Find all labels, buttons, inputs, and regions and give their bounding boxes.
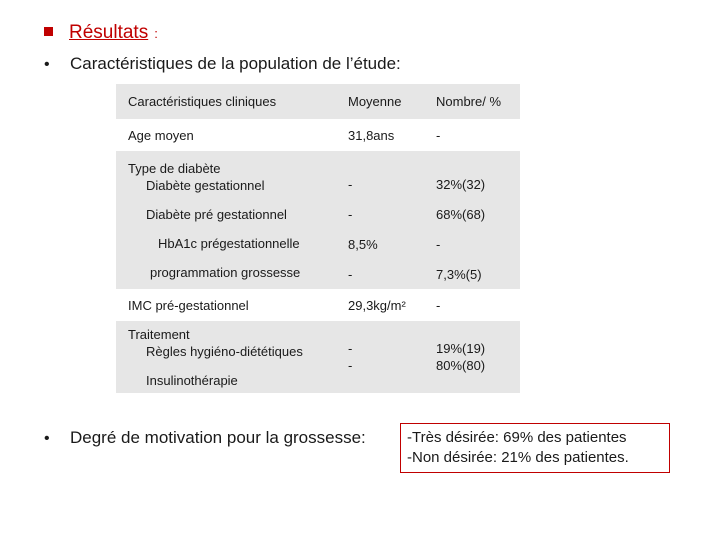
table-row-traitement [116, 320, 520, 394]
title-text: Résultats [69, 22, 149, 43]
bullet-icon: • [44, 430, 50, 447]
age-mean: 31,8ans [336, 120, 424, 150]
age-count: - [424, 120, 520, 150]
traitement-row-label: Insulinothérapie [146, 372, 238, 388]
imc-mean: 29,3kg/m² [336, 290, 424, 320]
imc-count: - [424, 290, 520, 320]
traitement-row-mean: - [348, 341, 353, 356]
table-header-row [116, 84, 520, 120]
diabete-row-label: Diabète gestationnel [146, 177, 265, 193]
traitement-row-mean: - [348, 358, 353, 373]
traitement-means [336, 320, 424, 394]
table-row-imc [116, 290, 520, 320]
diabete-means [336, 150, 424, 290]
diabete-row-mean: 8,5% [348, 236, 378, 252]
diabete-group-label: Type de diabète [128, 160, 221, 176]
diabete-row-mean: - [348, 176, 353, 192]
bullet-icon: • [44, 56, 50, 73]
diabete-row-count: 7,3%(5) [436, 266, 482, 282]
subtitle-text: Caractéristiques de la population de l’étude: [70, 54, 401, 73]
diabete-labels [116, 150, 336, 290]
traitement-counts [424, 320, 520, 394]
slide-title [44, 22, 158, 44]
header-caracteristiques: Caractéristiques cliniques [116, 84, 336, 120]
diabete-row-count: 32%(32) [436, 176, 486, 192]
header-nombre: Nombre/ % [424, 84, 520, 120]
motivation-line: -Non désirée: 21% des patientes. [407, 449, 629, 466]
diabete-counts [424, 150, 520, 290]
motivation-row [44, 428, 366, 448]
traitement-row-count: 80%(80) [436, 358, 486, 373]
diabete-row-mean: - [348, 266, 353, 282]
table-row-age [116, 120, 520, 150]
motivation-label: Degré de motivation pour la grossesse: [70, 428, 366, 447]
motivation-result-box [400, 423, 670, 473]
diabete-row-mean: - [348, 206, 353, 222]
traitement-group-label: Traitement [128, 326, 190, 342]
title-colon: : [154, 26, 158, 41]
header-moyenne: Moyenne [336, 84, 424, 120]
square-bullet-icon [44, 27, 53, 36]
diabete-row-label: HbA1c prégestationnelle [158, 235, 300, 251]
characteristics-table [116, 84, 520, 395]
traitement-row-label: Règles hygiéno-diététiques [146, 343, 303, 359]
traitement-row-count: 19%(19) [436, 341, 486, 356]
diabete-row-count: 68%(68) [436, 206, 486, 222]
subtitle-row [44, 54, 401, 74]
motivation-line: -Très désirée: 69% des patientes [407, 429, 627, 446]
diabete-row-count: - [436, 236, 441, 252]
age-label: Age moyen [116, 120, 336, 150]
traitement-labels [116, 320, 336, 394]
diabete-row-label: programmation grossesse [150, 264, 301, 280]
diabete-row-label: Diabète pré gestationnel [146, 206, 287, 222]
imc-label: IMC pré-gestationnel [116, 290, 336, 320]
table-row-diabete [116, 150, 520, 290]
